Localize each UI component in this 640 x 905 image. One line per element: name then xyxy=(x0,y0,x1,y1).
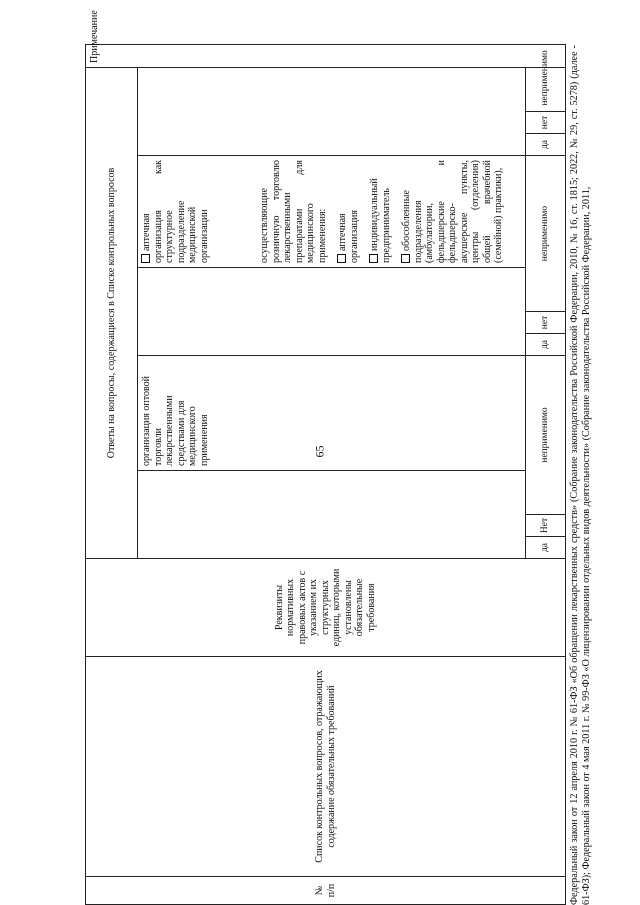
checkbox-icon[interactable] xyxy=(401,254,410,263)
control-questions-table xyxy=(85,10,566,905)
header-answers: Ответы на вопросы, содержащиеся в Списке контрольных вопросов xyxy=(86,67,138,558)
na-header-2: неприменимо xyxy=(526,156,566,312)
option-label: индивидуальный предприниматель xyxy=(369,178,392,263)
header-note: Примечание xyxy=(86,44,566,67)
page-number: 65 xyxy=(312,445,327,458)
answer-group-medical xyxy=(138,67,526,155)
option-label: обособленные подразделения (амбулатории, фельдшерские и фельдшерско-акушерские пункты, центры (отделения) общей врачебной (семейной) практики), xyxy=(401,160,504,263)
checkbox-icon[interactable] xyxy=(369,254,378,263)
answer-group-pharmacy xyxy=(138,268,526,356)
header-number: № п/п xyxy=(86,877,566,905)
group-wholesale-text: организация оптовой торговли лекарственными средствами для медицинского применения xyxy=(138,356,526,471)
option-label: аптечная организация xyxy=(337,210,360,263)
checkbox-icon[interactable] xyxy=(337,254,346,263)
checkbox-icon[interactable] xyxy=(141,254,150,263)
na-header-1: неприменимо xyxy=(526,356,566,515)
separate-subdivisions-option[interactable] xyxy=(401,160,505,263)
no-header-2: нет xyxy=(526,312,566,334)
pharmacy-organization-option[interactable] xyxy=(337,160,360,263)
yes-header-3: да xyxy=(526,134,566,156)
group-pharmacy-text xyxy=(138,156,526,268)
header-requisites: Реквизиты нормативных правовых актов с указанием их структурных единиц, которыми установлены обязательные требования xyxy=(86,559,566,657)
footnote: Федеральный закон от 12 апреля 2010 г. № 61-ФЗ «Об обращении лекарственных средств» (Собрание законодательства Российской Федерации, 2010, № 16, ст. 1815; 2022, № 29, ст. 5278) (далее - 61-ФЗ); Федеральный закон от 4 мая 2011 г. № 99-ФЗ «О лицензировании отдельных видов деятельности» (Собрание законодательства Российской Федерации, 2011, xyxy=(569,45,593,905)
header-questions: Список контрольных вопросов, отражающих содержание обязательных требований xyxy=(86,657,566,877)
yes-header-1: да xyxy=(526,537,566,559)
no-header-3: нет xyxy=(526,112,566,134)
pharmacy-as-subdivision-option[interactable] xyxy=(141,160,210,263)
no-header-1: Нет xyxy=(526,515,566,537)
retail-description: осуществляющие розничную торговлю лекарственными препаратами для медицинского применения: xyxy=(259,160,328,263)
yes-header-2: да xyxy=(526,334,566,356)
individual-entrepreneur-option[interactable] xyxy=(369,160,392,263)
rotated-sheet xyxy=(85,10,598,905)
na-header-3: неприменимо xyxy=(526,44,566,111)
answer-group-wholesale xyxy=(138,471,526,559)
option-label: аптечная организация как структурное подразделение медицинской организации xyxy=(141,160,210,263)
